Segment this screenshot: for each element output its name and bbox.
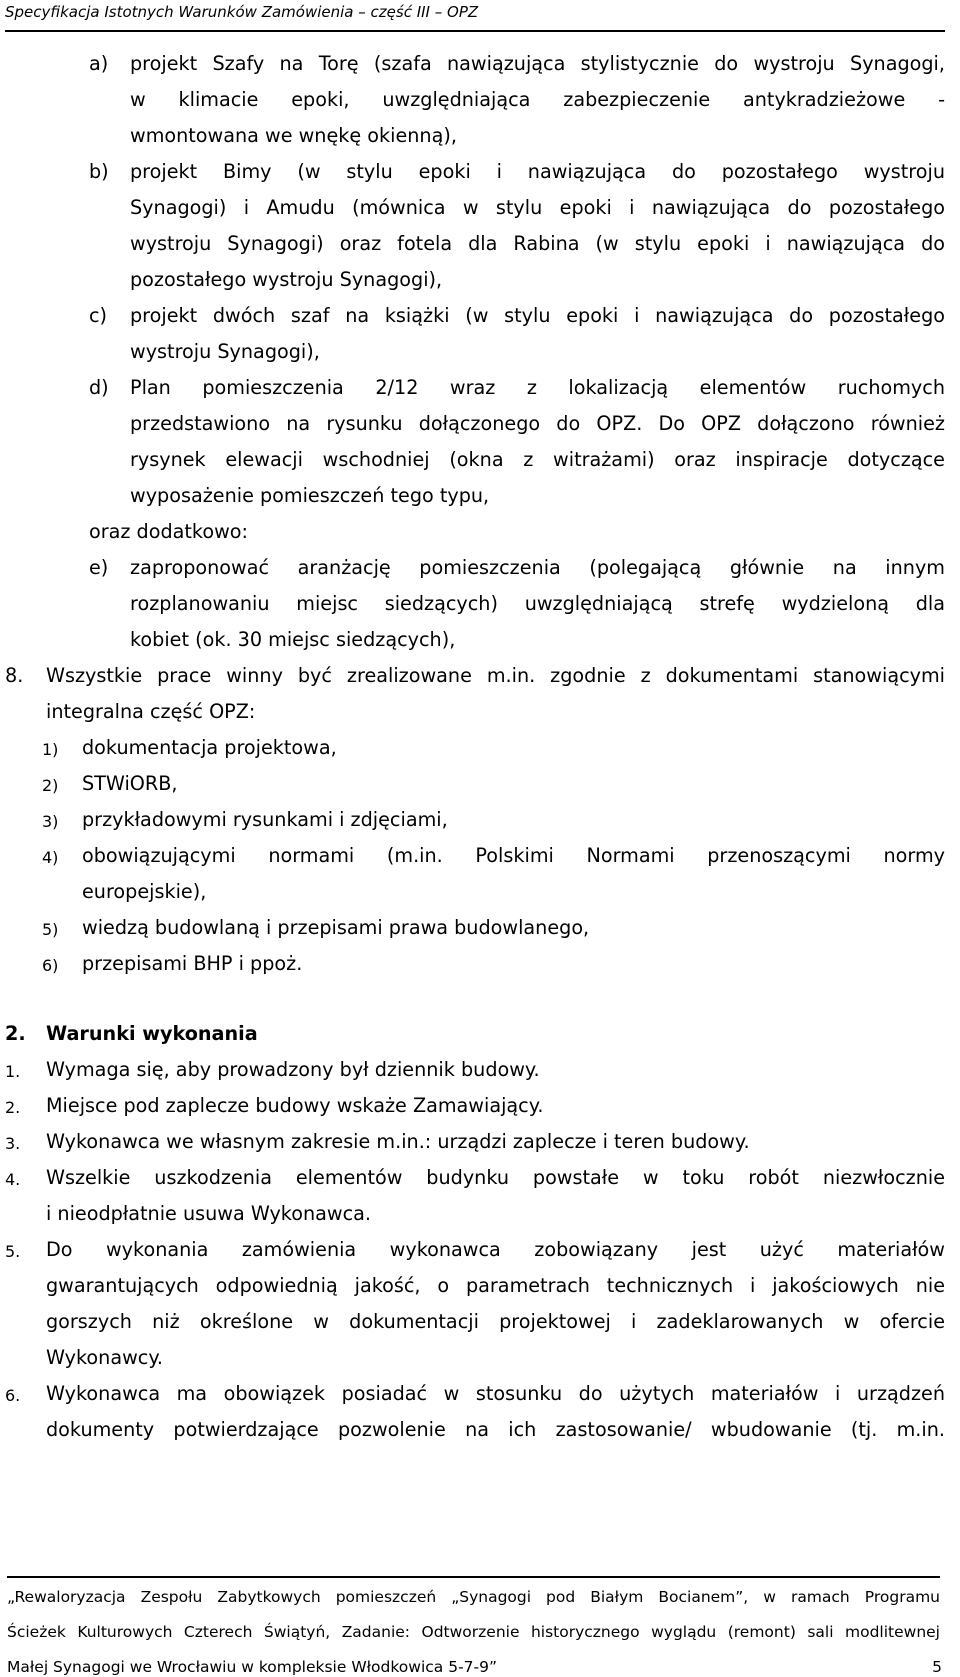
section-item-label: 3. [5,1134,21,1153]
section-item-label: 4. [5,1170,21,1189]
section-item-line: Wykonawca we własnym zakresie m.in.: urządzi zaplecze i teren budowy. [46,1130,750,1153]
footer-rule [7,1576,940,1578]
list-item-line: STWiORB, [82,772,178,795]
list-item-line: obowiązującymi normami (m.in. Polskimi Normami przenoszącymi normy [82,844,945,867]
sub-item-line: wystroju Synagogi) oraz fotela dla Rabina (w stylu epoki i nawiązująca do [130,232,945,255]
section-item-label: 5. [5,1242,21,1261]
section-number: 2. [5,1022,26,1045]
sub-item-label: d) [89,376,109,399]
sub-item-line: rozplanowaniu miejsc siedzących) uwzględniającą strefę wydzieloną dla [130,592,945,615]
sub-item-label: b) [89,160,109,183]
sub-item-line: Plan pomieszczenia 2/12 wraz z lokalizacją elementów ruchomych [130,376,945,399]
footer-line-1: „Rewaloryzacja Zespołu Zabytkowych pomieszczeń „Synagogi pod Białym Bocianem”, w ramach Programu [7,1588,940,1606]
page-number: 5 [932,1658,942,1676]
sub-item-line: projekt dwóch szaf na książki (w stylu epoki i nawiązująca do pozostałego [130,304,945,327]
section-item-line: Wszelkie uszkodzenia elementów budynku powstałe w toku robót niezwłocznie [46,1166,945,1189]
sub-item-line: kobiet (ok. 30 miejsc siedzących), [130,628,456,651]
list-item-label: 1) [42,740,59,759]
sub-item-line: wystroju Synagogi), [130,340,320,363]
sub-item-line: Synagogi) i Amudu (mównica w stylu epoki i nawiązująca do pozostałego [130,196,945,219]
section-item-line: i nieodpłatnie usuwa Wykonawca. [46,1202,371,1225]
list-item-label: 4) [42,848,59,867]
sub-item-line: projekt Szafy na Torę (szafa nawiązująca stylistycznie do wystroju Synagogi, [130,52,945,75]
section-item-label: 1. [5,1062,21,1081]
sub-item-line: wmontowana we wnękę okienną), [130,124,457,147]
item-number: 8. [5,664,24,687]
sub-item-line: pozostałego wystroju Synagogi), [130,268,443,291]
sub-item-label: a) [89,52,109,75]
section-item-line: Wykonawca ma obowiązek posiadać w stosunku do użytych materiałów i urządzeń [46,1382,945,1405]
list-item-line: wiedzą budowlaną i przepisami prawa budowlanego, [82,916,590,939]
section-item-line: gwarantujących odpowiednią jakość, o parametrach technicznych i jakościowych nie [46,1274,945,1297]
list-item-line: przepisami BHP i ppoż. [82,952,303,975]
sub-item-label: c) [89,304,108,327]
sub-item-line: zaproponować aranżację pomieszczenia (polegającą głównie na innym [130,556,945,579]
section-title: Warunki wykonania [46,1022,258,1045]
footer-line-3: Małej Synagogi we Wrocławiu w kompleksie Włodkowica 5-7-9” [7,1658,498,1676]
sub-item-line: wyposażenie pomieszczeń tego typu, [130,484,490,507]
sub-item-label: e) [89,556,109,579]
sub-item-line: przedstawiono na rysunku dołączonego do OPZ. Do OPZ dołączono również [130,412,945,435]
section-item-line: Wymaga się, aby prowadzony był dziennik budowy. [46,1058,540,1081]
list-item-line: przykładowymi rysunkami i zdjęciami, [82,808,448,831]
section-item-line: gorszych niż określone w dokumentacji projektowej i zadeklarowanych w ofercie [46,1310,945,1333]
section-item-line: Wykonawcy. [46,1346,164,1369]
section-item-line: Miejsce pod zaplecze budowy wskaże Zamawiający. [46,1094,544,1117]
header-title: Specyfikacja Istotnych Warunków Zamówienia – część III – OPZ [5,3,479,21]
section-item-line: Do wykonania zamówienia wykonawca zobowiązany jest użyć materiałów [46,1238,945,1261]
section-item-label: 6. [5,1386,21,1405]
section-item-line: dokumenty potwierdzające pozwolenie na ich zastosowanie/ wbudowanie (tj. m.in. [46,1418,945,1441]
oraz-line: oraz dodatkowo: [89,520,248,543]
list-item-label: 2) [42,776,59,795]
page-header [5,0,945,32]
sub-item-line: projekt Bimy (w stylu epoki i nawiązująca do pozostałego wystroju [130,160,945,183]
section-item-label: 2. [5,1098,21,1117]
item-line: Wszystkie prace winny być zrealizowane m.in. zgodnie z dokumentami stanowiącymi [46,664,945,687]
list-item-label: 3) [42,812,59,831]
list-item-label: 5) [42,920,59,939]
list-item-line: europejskie), [82,880,207,903]
footer-line-2: Ścieżek Kulturowych Czterech Świątyń, Zadanie: Odtworzenie historycznego wyglądu (remont) sali modlitewnej [7,1623,940,1641]
list-item-line: dokumentacja projektowa, [82,736,337,759]
sub-item-line: rysynek elewacji wschodniej (okna z witrażami) oraz inspiracje dotyczące [130,448,945,471]
item-line: integralna część OPZ: [46,700,256,723]
list-item-label: 6) [42,956,59,975]
sub-item-line: w klimacie epoki, uwzględniająca zabezpieczenie antykradzieżowe - [130,88,945,111]
